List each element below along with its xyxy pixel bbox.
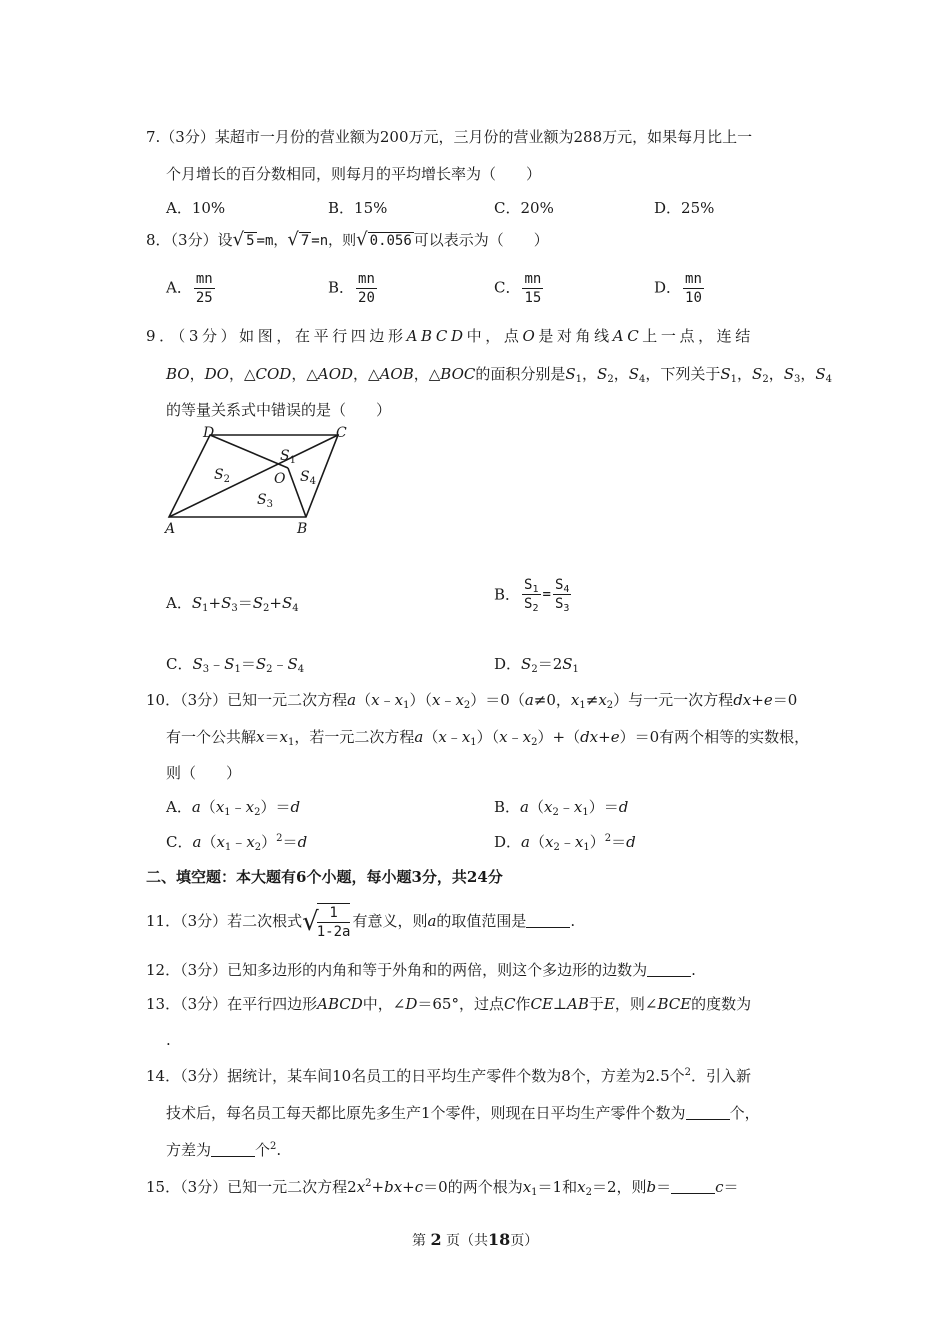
q10-option-c: C．$a(x_1﹣x_2)^2=d$ bbox=[166, 833, 308, 853]
parallelogram-figure bbox=[160, 424, 360, 536]
q7-line2: 个月增长的百分数相同，则每月的平均增长率为（ ） bbox=[166, 165, 542, 183]
section-2-heading: 二、填空题：本大题有6个小题，每小题3分，共24分 bbox=[146, 868, 503, 886]
q7-line1: 7.（3分）某超市一月份的营业额为200万元，三月份的营业额为288万元，如果每月比上一 bbox=[146, 128, 753, 146]
page-number: 2 bbox=[430, 1230, 442, 1249]
label-s4: $S_4$ bbox=[300, 469, 316, 487]
q9-line1: 9．（3分）如图，在平行四边形ABCD中，点O是对角线AC上一点，连结 bbox=[146, 327, 754, 345]
radicand-7: 7 bbox=[300, 233, 310, 249]
q8-stem: 8．（3分）设√ 5 =m，√ 7 =n，则√ 0.056 可以表示为（ ） bbox=[146, 229, 549, 250]
q10-line2: 有一个公共解$x=x_1$，若一元二次方程$a(x﹣x_1)(x﹣x_2)+(dx+e)=0$有两个相等的实数根， bbox=[166, 728, 810, 748]
radicand-0056: 0.056 bbox=[369, 233, 412, 249]
q9-option-b: B． $\frac{S_1}{S_2}$ = $\frac{S_4}{S_3}$ bbox=[494, 577, 570, 614]
q14-line1: 14．（3分）据统计，某车间10名员工的日平均生产零件个数为8个，方差为2.5个$^2$．引入新 bbox=[146, 1067, 752, 1085]
page-footer: 第 2 页（共18页） bbox=[412, 1230, 539, 1249]
q7-option-b: B．15% bbox=[328, 199, 388, 217]
label-b: B bbox=[297, 521, 308, 536]
label-s2: $S_2$ bbox=[214, 467, 230, 485]
label-c: C bbox=[336, 425, 347, 441]
q10-line3: 则（ ） bbox=[166, 764, 242, 782]
label-d: D bbox=[203, 425, 215, 441]
q12: 12．（3分）已知多边形的内角和等于外角和的两倍，则这个多边形的边数为 . bbox=[146, 961, 696, 979]
q8-option-a: A． $\frac{mn}{25}$ bbox=[166, 271, 213, 306]
label-s3: $S_3$ bbox=[257, 492, 273, 510]
q11: 11．（3分）若二次根式√ $\frac{1}{1-2a}$ 有意义，则a的取值范围是 . bbox=[146, 905, 576, 940]
page-total: 18 bbox=[488, 1230, 511, 1249]
q7-option-c: C．20% bbox=[494, 199, 554, 217]
q10-line1: 10．（3分）已知一元二次方程$a(x﹣x_1)(x﹣x_2)=0(a\ne 0$，$x_1\ne x_2$）与一元一次方程dx+e＝0 bbox=[146, 691, 798, 711]
label-s1: $S_1$ bbox=[280, 448, 296, 466]
q10-option-d: D．$a(x_2﹣x_1)^2=d$ bbox=[494, 833, 636, 853]
q9-option-a: A．$S_1+S_3=S_2+S_4$ bbox=[166, 594, 299, 614]
radicand-5: 5 bbox=[246, 233, 255, 249]
q8-option-c: C． $\frac{mn}{15}$ bbox=[494, 271, 542, 306]
q10-option-b: B．$a(x_2﹣x_1)=d$ bbox=[494, 798, 629, 818]
label-a: A bbox=[165, 521, 176, 536]
segment-do bbox=[210, 435, 288, 468]
q7-option-a: A．10% bbox=[166, 199, 226, 217]
q9-line3: 的等量关系式中错误的是（ ） bbox=[166, 401, 392, 419]
q9-line2: BO，DO，△COD，△AOD，△AOB，△BOC的面积分别是$S_1$，$S_2$，$S_4$，下列关于$S_1$，$S_2$，$S_3$，$S_4$ bbox=[166, 365, 833, 385]
q13-line2: . bbox=[166, 1031, 171, 1049]
label-o: O bbox=[274, 471, 286, 487]
q13-line1: 13．（3分）在平行四边形ABCD中，∠D＝65°，过点C作CE⊥AB于E，则∠BCE的度数为 bbox=[146, 995, 752, 1013]
q8-option-b: B． $\frac{mn}{20}$ bbox=[328, 271, 375, 306]
q8-option-d: D． $\frac{mn}{10}$ bbox=[654, 271, 702, 306]
q9-option-d: D．$S_2=2S_1$ bbox=[494, 655, 579, 675]
q14-line3: 方差为 个$^2$. bbox=[166, 1141, 282, 1159]
q14-line2: 技术后，每名员工每天都比原先多生产1个零件，则现在日平均生产零件个数为 个， bbox=[166, 1104, 760, 1122]
q7-option-d: D．25% bbox=[654, 199, 715, 217]
q9-option-c: C．$S_3﹣S_1=S_2﹣S_4$ bbox=[166, 655, 305, 675]
q15: 15．（3分）已知一元二次方程$2x^2+bx+c=0$的两个根为$x_1=1$和$x_2=2$，则b＝ c＝ bbox=[146, 1178, 739, 1198]
q10-option-a: A．$a(x_1﹣x_2)=d$ bbox=[166, 798, 301, 818]
